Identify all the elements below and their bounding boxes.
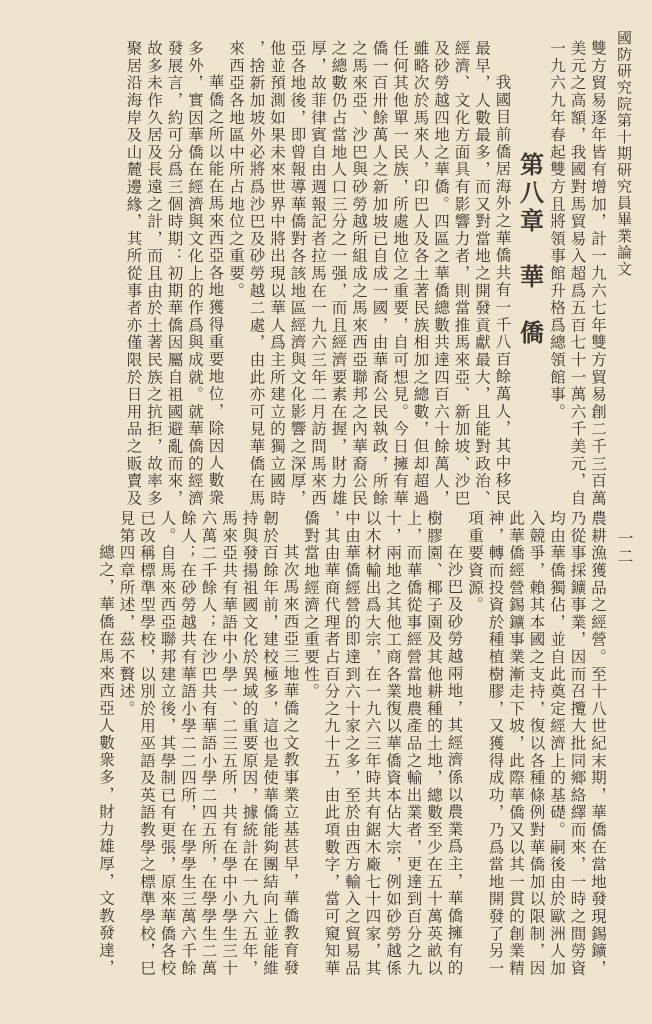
paragraph-line: 任何其他單一民族，所處地位之重要，自可想見。今日擁有華	[391, 40, 409, 508]
paragraph-line: 厚，故菲律賓自由週報記者拉馬在一九六三年二月訪問馬來西	[309, 40, 327, 508]
paragraph-line: 餘人；在砂勞越共有華語小學二二四所，在學學生三萬六千餘	[179, 510, 197, 978]
chapter-title: 第八章 華 僑	[515, 152, 545, 348]
paragraph-line: 持與發揚祖國文化於異域的重要原因，據統計在一九六五年，	[240, 510, 259, 978]
paragraph-line: 他並預測如果未來世界中將出現以華人爲主所建立的獨立國時	[268, 40, 286, 508]
paragraph-line: 此華僑經營錫鑛事業漸走下坡，此際華僑又以其一貫的創業精	[507, 510, 525, 978]
paragraph-line: 僑對當地經濟之重要性。	[302, 510, 320, 701]
paragraph-line: 聚居沿海岸及山麓邊緣，其所從事者亦僅限於日用品之販賣及	[124, 40, 143, 508]
paragraph-line: ，其由華商代理者占百分之九十五，由此項數字，當可窺知華	[322, 510, 341, 978]
paragraph-first-line: 農耕漁獲品之經營。至十八世紀末期，華僑在當地發現錫鑛，	[589, 510, 607, 978]
paragraph-line: 樹膠園、椰子園及其他耕種的土地，總數至少在五十萬英畝以	[425, 510, 443, 978]
paragraph-line: 見第四章所述，茲不贅述。	[117, 510, 136, 718]
paragraph-line: 以木材輸出爲大宗，在一九六三年時共有鋸木廠七十四家，其	[363, 510, 382, 978]
paragraph-line: 之馬來亞、沙巴與砂勞越所組成之馬來西亞聯邦之內華裔公民	[350, 40, 368, 508]
paragraph-line: 美元之高額，我國對馬貿易入超爲五百七十一萬六千美元，自	[568, 40, 587, 508]
paragraph-line: 經濟、文化方面具有影響力者，則當推馬來亞、新加坡、沙巴	[452, 40, 471, 508]
paragraph-line: 馬來亞共有華語中小學一、二三五所，共有在學中小學生三十	[220, 510, 238, 978]
lower-text-block	[96, 510, 609, 978]
paragraph-line: 人。自馬來西亞聯邦建立後，其學制已有更張，原來華僑各校	[158, 510, 177, 978]
paragraph-line: 十，兩地之其他工商各業復以華僑資本佔大宗，例如砂勞越係	[384, 510, 402, 978]
paragraph-line: 上，而華僑從事經營當地農產品之輸出業者，更達到百分之九	[404, 510, 423, 978]
paragraph-line: 中由華僑經營的即達到六十家之多，至於由西方輸入之貿易品	[343, 510, 361, 978]
paragraph-line: 項重要資源。	[466, 510, 484, 614]
paragraph-line: 韌於百餘年前，建校極多，這也是使華僑能夠團結向上並能維	[261, 510, 279, 978]
paragraph-first-line: 在沙巴及砂勞越兩地，其經濟係以農業爲主，華僑擁有的	[445, 544, 464, 977]
paragraph-first-line: 華僑之所以能在馬來西亞各地獲得重要地位，除因人數衆	[206, 74, 225, 507]
paragraph-line: 僑一百卅餘萬人之新加坡已自成一國，由華裔公民執政，所餘	[370, 40, 389, 508]
paragraph-line: 及砂勞越四地之華僑。四區之華僑總數共達四百六十餘萬人，	[432, 40, 450, 508]
paragraph-first-line: 我國目前僑居海外之華僑共有一千八百餘萬人，其中移民	[493, 74, 512, 507]
paragraph-line: 發展言，約可分爲三個時期：初期華僑因屬自祖國避亂而來，	[165, 40, 184, 508]
paragraph-line: ，捨新加坡外必將爲沙巴及砂勞越二處，由此亦可見華僑在馬	[247, 40, 266, 508]
paragraph-first-line: 其次馬來西亞三地華僑之文教事業立基甚早，華僑教育發	[281, 544, 300, 977]
paragraph-line: 最早，人數最多，而又對當地之開發貢獻最大，且能對政治、	[473, 40, 491, 508]
upper-text-block	[123, 40, 608, 508]
paragraph-line: 亞各地後，即曾報導華僑對各該地區經濟與文化影響之深厚，	[288, 40, 307, 508]
paragraph-line: 神，轉而投資於種植樹膠，又獲得成功，乃爲當地開發了另一	[486, 510, 505, 978]
paragraph-line: 來西亞各地區中所占地位之重要。	[227, 40, 245, 300]
paragraph-line: 均由華僑獨佔，並自此奠定經濟上的基礎。嗣後由於歐洲人加	[548, 510, 566, 978]
paragraph-line: 之總數仍占當地人口三分之一强，而且經濟要素在握，財力雄	[329, 40, 348, 508]
paragraph-line: 多外，實因華僑在經濟與文化上的作爲與成就。就華僑的經濟	[186, 40, 204, 508]
paragraph-line: 入競爭，賴其本國之支持，復以各種條例對華僑加以限制，因	[527, 510, 546, 978]
paragraph-line: 已改稱標準型學校，以別於用巫語及英語教學之標準學校，巳	[138, 510, 156, 978]
paragraph-line: 雖略次於馬來人，印巴人及各土著民族相加之總數，但却超過	[411, 40, 430, 508]
page-number: 一二	[615, 530, 634, 566]
paragraph-first-line: 雙方貿易逐年皆有增加，計一九六七年雙方貿易創二千三百萬	[589, 40, 607, 508]
paragraph-line: 故多未作久居及長遠之計，而且由於土著民族之抗拒，故率多	[145, 40, 163, 508]
running-header: 國防研究院第十期研究員畢業論文	[615, 30, 633, 278]
paragraph-line: 乃從事採鑛事業，因而召攬大批同鄉絡繹而來，一時之間勞資	[568, 510, 587, 978]
paragraph-line: 一九六九年春起雙方且將領事館升格爲總領館事。	[548, 40, 566, 421]
paragraph-line: 六萬二千餘人；在沙巴共有華語小學二四五所，在學學生二萬	[199, 510, 218, 978]
paragraph-first-line: 總之，華僑在馬來西亞人數衆多，財力雄厚，文教發達，	[97, 544, 115, 977]
